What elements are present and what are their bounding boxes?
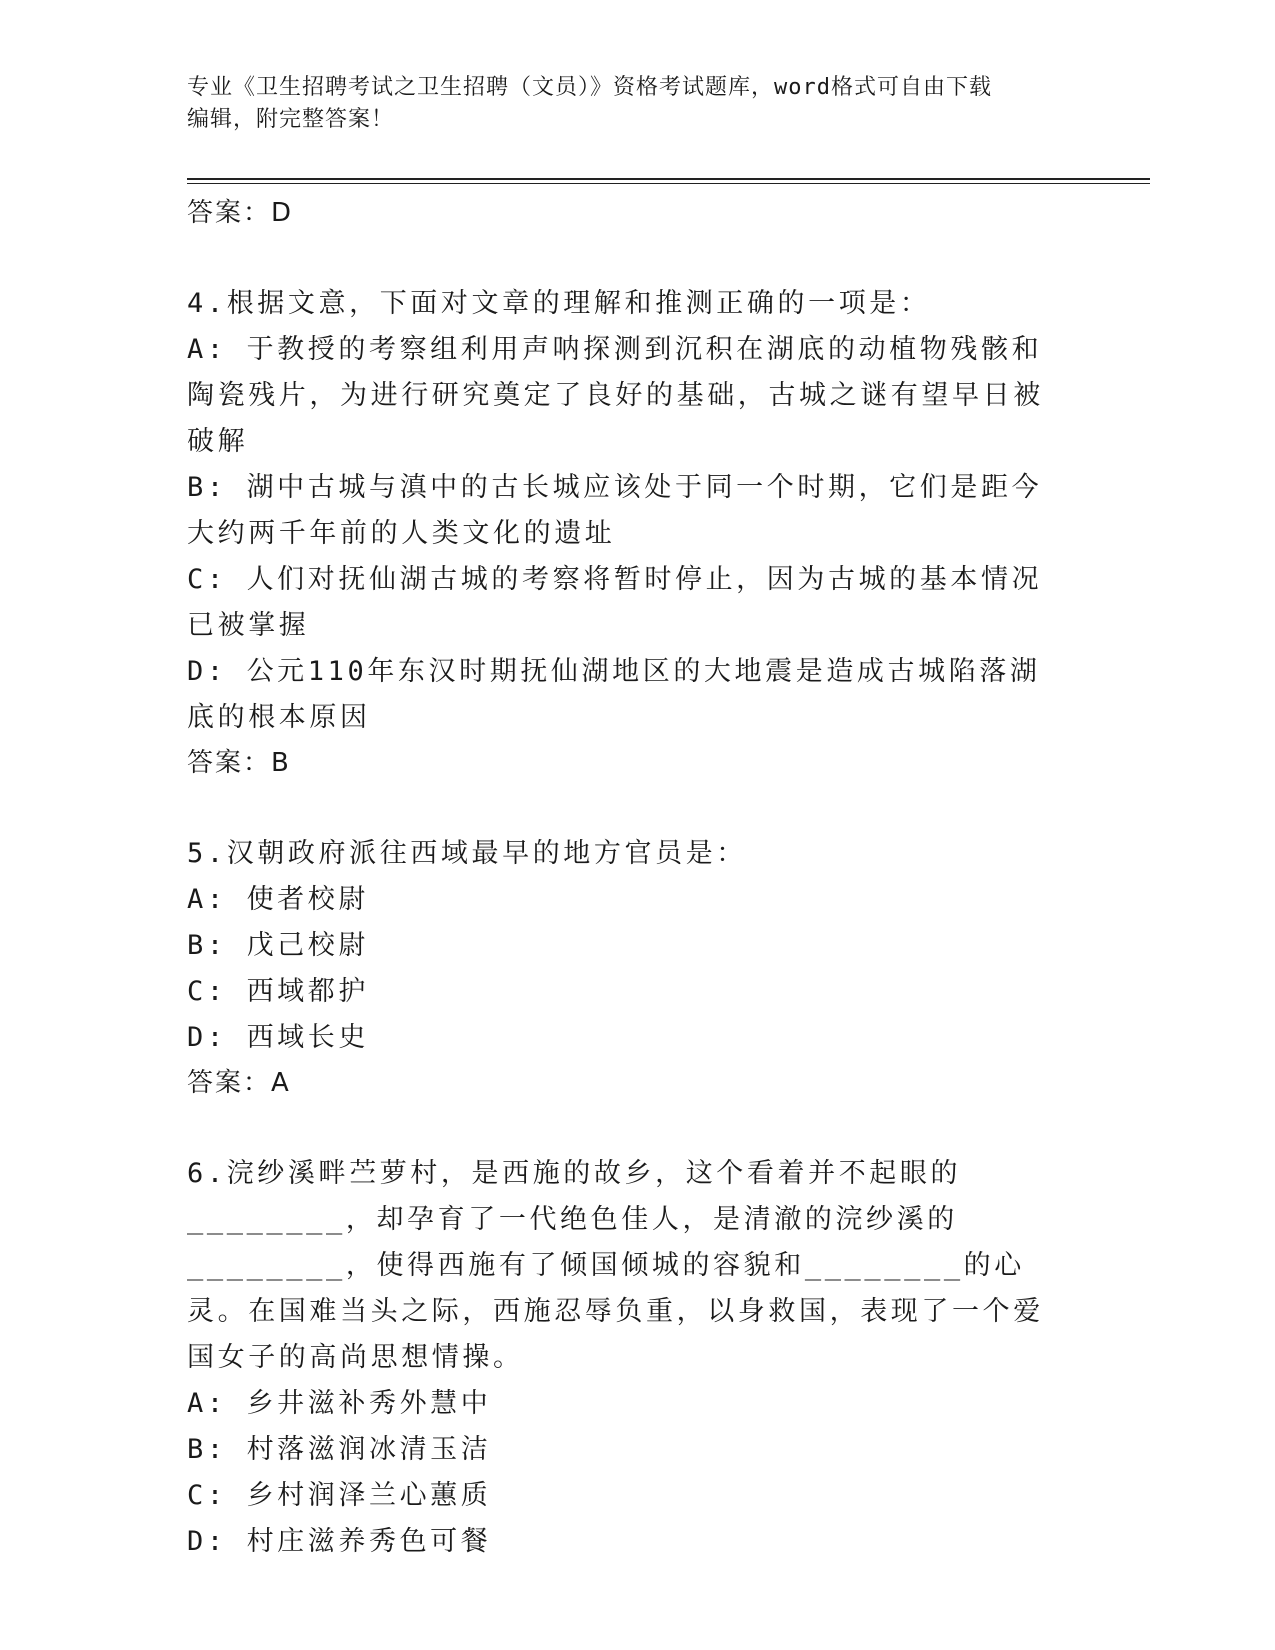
- question-6: [187, 1151, 1067, 1565]
- question-4: [187, 281, 1067, 785]
- option-c: C: 乡村润泽兰心蕙质: [187, 1480, 492, 1511]
- question-list: [187, 191, 1067, 1565]
- spacer: [187, 785, 1067, 831]
- option-a: A: 使者校尉: [187, 884, 369, 915]
- header-rule-thin: [187, 183, 1150, 184]
- header-rule-thick: [187, 178, 1150, 180]
- option-b: B: 村落滋润冰清玉洁: [187, 1434, 492, 1465]
- option-c: C: 西域都护: [187, 976, 369, 1007]
- document-header: [187, 72, 1067, 136]
- question-stem: 6.浣纱溪畔苎萝村，是西施的故乡，这个看着并不起眼的________，却孕育了一代绝色佳人，是清澈的浣纱溪的________，使得西施有了倾国倾城的容貌和________的心灵。在国难当头之际，西施忍辱负重，以身救国，表现了一个爱国女子的高尚思想情操。: [187, 1158, 1044, 1373]
- option-c: C: 人们对抚仙湖古城的考察将暂时停止，因为古城的基本情况已被掌握: [187, 564, 1043, 641]
- option-a: A: 于教授的考察组利用声呐探测到沉积在湖底的动植物残骸和陶瓷残片，为进行研究奠定了良好的基础，古城之谜有望早日被破解: [187, 334, 1044, 457]
- previous-answer: 答案：D: [187, 198, 294, 228]
- option-d: D: 西域长史: [187, 1022, 369, 1053]
- spacer: [187, 1105, 1067, 1151]
- question-stem: 5.汉朝政府派往西域最早的地方官员是：: [187, 838, 747, 869]
- option-d: D: 村庄滋养秀色可餐: [187, 1526, 492, 1557]
- option-d: D: 公元110年东汉时期抚仙湖地区的大地震是造成古城陷落湖底的根本原因: [187, 656, 1041, 733]
- option-b: B: 戊己校尉: [187, 930, 369, 961]
- question-answer: 答案：B: [187, 748, 291, 778]
- header-line-2: 编辑，附完整答案！: [187, 107, 395, 132]
- question-answer: 答案：A: [187, 1068, 291, 1098]
- spacer: [187, 235, 1067, 281]
- header-line-1: 专业《卫生招聘考试之卫生招聘（文员）》资格考试题库，word格式可自由下载: [187, 75, 992, 100]
- option-a: A: 乡井滋补秀外慧中: [187, 1388, 492, 1419]
- question-5: [187, 831, 1067, 1105]
- question-stem: 4.根据文意，下面对文章的理解和推测正确的一项是：: [187, 288, 931, 319]
- option-b: B: 湖中古城与滇中的古长城应该处于同一个时期，它们是距今大约两千年前的人类文化的遗址: [187, 472, 1043, 549]
